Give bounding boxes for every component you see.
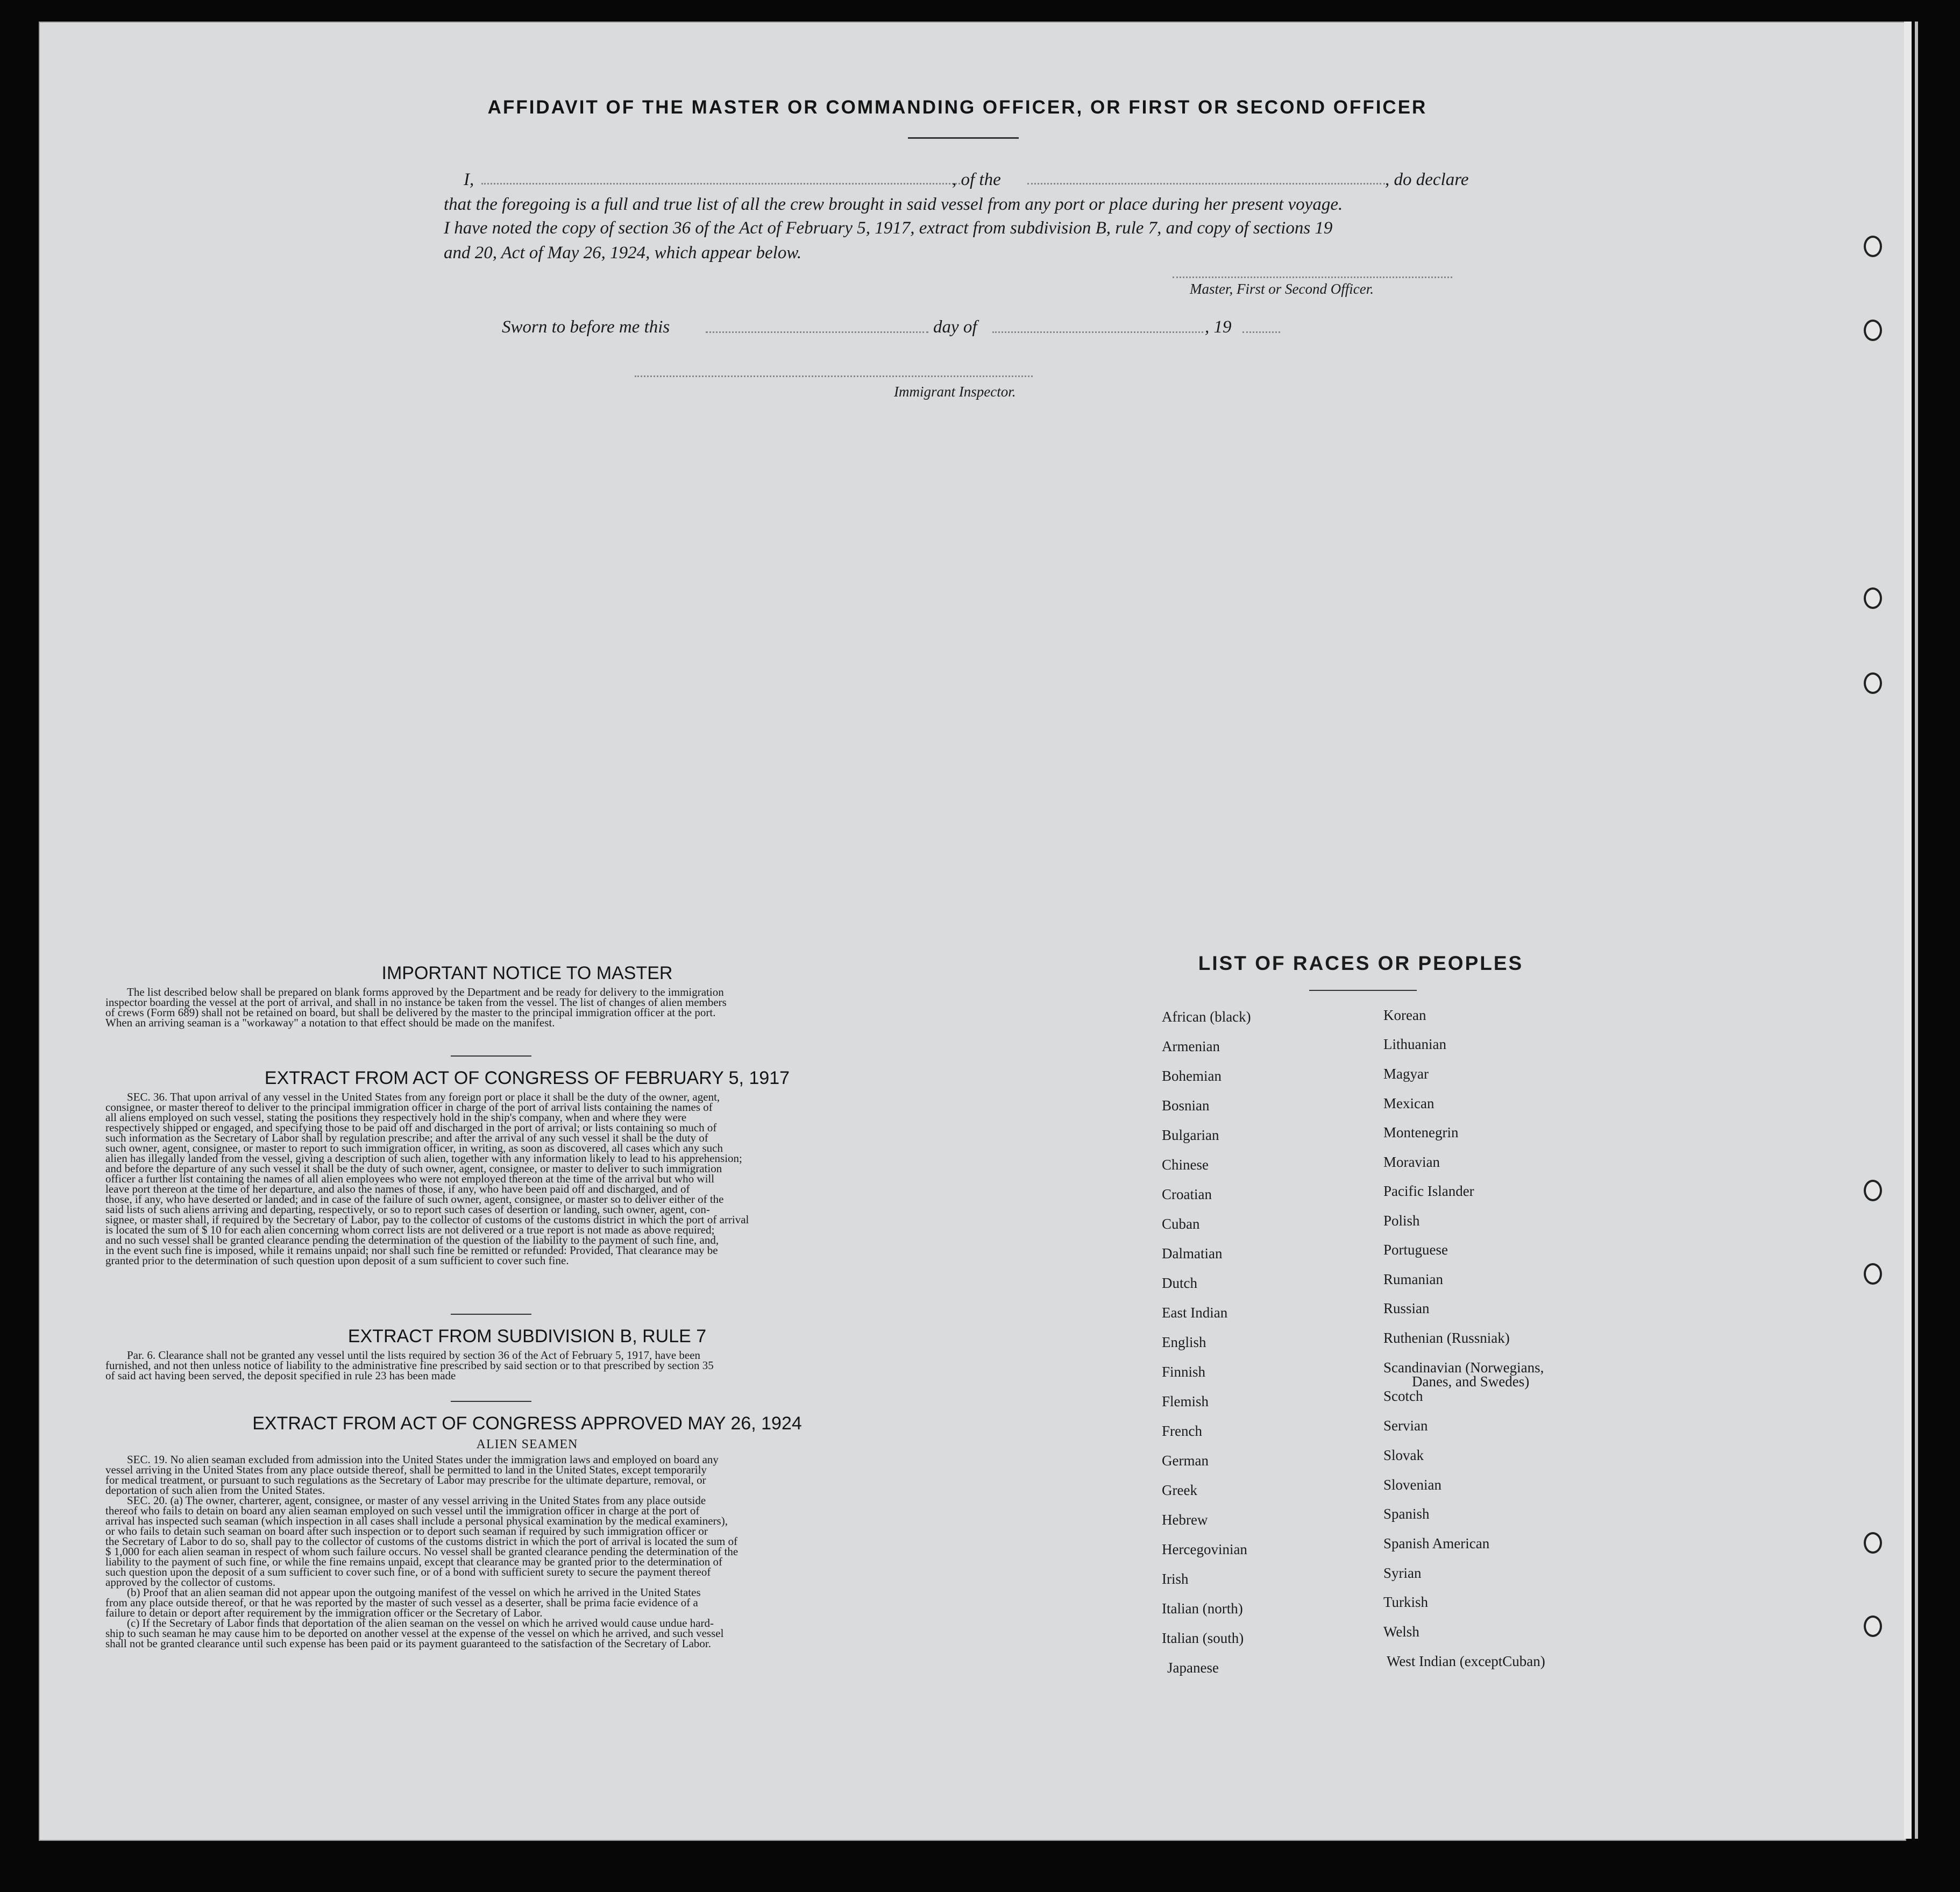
inspector-signature-label: Immigrant Inspector. — [894, 384, 1016, 400]
race-item: French — [1162, 1423, 1202, 1439]
race-item: Lithuanian — [1383, 1036, 1446, 1052]
binder-hole — [1864, 672, 1882, 694]
extract-1917-heading: EXTRACT FROM ACT OF CONGRESS OF FEBRUARY 5, 1917 — [264, 1068, 790, 1088]
race-item: Slovenian — [1383, 1477, 1441, 1493]
binder-hole — [1864, 320, 1882, 341]
rule-7-line: of said act having been served, the deposit specified in rule 23 has been made — [105, 1369, 456, 1382]
binder-hole — [1864, 1615, 1882, 1637]
section-19-20-line: the Secretary of Labor to do so, shall pay to the collector of customs of the customs district in which the port of arrival is located the sum of — [105, 1535, 738, 1548]
section-36-line: in the event such fine is imposed, while it remains unpaid; nor shall such fine be remitted or refunded: Provided, That clearance may be — [105, 1244, 718, 1257]
section-36-line: all aliens employed on such vessel, stating the positions they respectively hold in the ship's company, when and where they were — [105, 1111, 687, 1124]
rule-7-line: Par. 6. Clearance shall not be granted any vessel until the lists required by section 36 of the Act of February 5, 1917, have been — [127, 1349, 701, 1362]
sworn-year-field[interactable] — [1242, 331, 1280, 333]
section-19-20-line: vessel arriving in the United States from any place outside thereof, shall be permitted to land in the United States, except temporarily — [105, 1463, 707, 1476]
race-item: Irish — [1162, 1571, 1189, 1587]
section-19-20-line: shall not be granted clearance until such expense has been paid or its payment guaranteed to the satisfaction of the Secretary of Labor. — [105, 1637, 712, 1650]
race-item: Spanish American — [1383, 1535, 1490, 1551]
section-36-line: and no such vessel shall be granted clearance pending the determination of the question of the liability to the payment of such fine, and, — [105, 1234, 719, 1246]
race-item: Cuban — [1162, 1216, 1200, 1232]
section-36-line: those, if any, who have deserted or landed; and in case of the failure of such owner, agent, consignee, or master so to deliver either of the — [105, 1193, 724, 1206]
race-item: Russian — [1383, 1300, 1430, 1316]
race-item: Syrian — [1383, 1565, 1422, 1581]
race-item: Magyar — [1383, 1066, 1429, 1082]
notice-text — [105, 987, 901, 1028]
race-item: Welsh — [1383, 1624, 1419, 1640]
race-item: Portuguese — [1383, 1242, 1448, 1258]
affidavit-title: AFFIDAVIT OF THE MASTER OR COMMANDING OFFICER, OR FIRST OR SECOND OFFICER — [487, 97, 1428, 118]
race-item: Finnish — [1162, 1364, 1206, 1380]
section-19-20-line: SEC. 19. No alien seaman excluded from admission into the United States under the immigration laws and employed on board any — [127, 1453, 719, 1466]
race-item: Moravian — [1383, 1154, 1440, 1170]
subdivision-text — [105, 1350, 901, 1381]
race-item: Bulgarian — [1162, 1127, 1219, 1143]
section-36-line: consignee, or master thereof to deliver to the principal immigration officer in charge of the port of arrival lists containing the names of — [105, 1101, 713, 1114]
race-item: English — [1162, 1334, 1206, 1350]
race-item: Chinese — [1162, 1157, 1209, 1173]
sworn-label: Sworn to before me this — [502, 317, 670, 337]
race-item: Armenian — [1162, 1038, 1220, 1054]
race-item: Italian (south) — [1162, 1630, 1244, 1646]
notice-heading: IMPORTANT NOTICE TO MASTER — [381, 963, 673, 983]
race-item: Mexican — [1383, 1095, 1435, 1111]
binder-hole — [1864, 587, 1882, 609]
race-item: East Indian — [1162, 1305, 1228, 1321]
extract-1924-heading: EXTRACT FROM ACT OF CONGRESS APPROVED MAY 26, 1924 — [252, 1413, 802, 1434]
year-label: , 19 — [1205, 317, 1232, 337]
race-item: Slovak — [1383, 1447, 1424, 1463]
race-item: African (black) — [1162, 1009, 1251, 1025]
section-19-20-line: such question upon the deposit of a sum sufficient to cover such fine, or of a bond with sufficient surety to secure the payment thereof — [105, 1565, 711, 1578]
race-item: Dalmatian — [1162, 1245, 1223, 1262]
section-19-20-line: failure to detain or deport after requirement by the immigration officer or the Secretary of Labor. — [105, 1606, 543, 1619]
race-item: Korean — [1383, 1007, 1426, 1023]
section-36-line: alien has illegally landed from the vessel, giving a description of such alien, together with any information likely to lead to his apprehension; — [105, 1152, 742, 1165]
race-item: Ruthenian (Russniak) — [1383, 1330, 1510, 1346]
race-item: Dutch — [1162, 1275, 1197, 1291]
race-item: Bohemian — [1162, 1068, 1222, 1084]
section-19-20-line: for medical treatment, or pursuant to such regulations as the Secretary of Labor may prescribe for the ultimate departure, removal, or — [105, 1473, 706, 1486]
notice-line: inspector boarding the vessel at the port of arrival, and shall in no instance be taken from the vessel. The list of changes of alien members — [105, 996, 727, 1009]
race-item: Montenegrin — [1383, 1124, 1459, 1140]
section-19-20-line: liability to the payment of such fine, or while the fine remains unpaid, except that clearance may be granted prior to the determination of — [105, 1555, 723, 1568]
section-19-20-line: SEC. 20. (a) The owner, charterer, agent, consignee, or master of any vessel arriving in the United States from any place outside — [127, 1494, 706, 1507]
section-19-20-line: ship to such seaman he may cause him to be deported on another vessel at the expense of the vessel on which he arrived, and such vessel — [105, 1627, 724, 1640]
title-rule — [908, 137, 1019, 139]
section-36-line: said lists of such aliens arriving and departing, respectively, or so to report such cases of desertion or landing, such owner, agent, con- — [105, 1203, 710, 1216]
declarant-name-field[interactable] — [481, 183, 960, 185]
race-item: Polish — [1383, 1213, 1420, 1229]
race-item: Croatian — [1162, 1186, 1212, 1202]
race-item: Servian — [1383, 1418, 1428, 1434]
section-36-line: signee, or master shall, if required by the Secretary of Labor, pay to the collector of customs of the customs district in which the port of arrival — [105, 1213, 749, 1226]
section-rule — [451, 1401, 531, 1402]
declare-label: , do declare — [1385, 170, 1469, 189]
page-edge — [1904, 22, 1912, 1839]
race-item: Hebrew — [1162, 1512, 1208, 1528]
extract-1917-text — [105, 1092, 901, 1266]
sworn-day-field[interactable] — [706, 331, 928, 333]
section-36-line: and before the departure of any such vessel it shall be the duty of such owner, agent, consignee, or master to deliver to such immigration — [105, 1162, 722, 1175]
race-item: Spanish — [1383, 1506, 1430, 1522]
subdivision-heading: EXTRACT FROM SUBDIVISION B, RULE 7 — [347, 1326, 707, 1347]
section-36-line: leave port thereon at the time of her departure, and also the names of those, if any, who have been paid off and discharged, and of — [105, 1182, 690, 1195]
race-item: Italian (north) — [1162, 1600, 1243, 1617]
race-item: Pacific Islander — [1383, 1183, 1474, 1199]
race-item: Turkish — [1383, 1594, 1429, 1610]
race-item: West Indian (exceptCuban) — [1387, 1653, 1545, 1669]
race-item: Danes, and Swedes) — [1412, 1373, 1530, 1390]
race-item: Hercegovinian — [1162, 1541, 1247, 1557]
section-36-line: is located the sum of $ 10 for each alien concerning whom correct lists are not delivered or a true report is not made as above required; — [105, 1223, 715, 1236]
day-of-label: day of — [933, 317, 977, 337]
section-19-20-line: (b) Proof that an alien seaman did not appear upon the outgoing manifest of the vessel on which he arrived in the United States — [127, 1586, 701, 1599]
binder-hole — [1864, 236, 1882, 257]
section-36-line: granted prior to the determination of such question upon deposit of a sum sufficient to cover such fine. — [105, 1254, 569, 1267]
inspector-signature-field[interactable] — [635, 375, 1033, 377]
notice-line: When an arriving seaman is a "workaway" a notation to that effect should be made on the manifest. — [105, 1016, 555, 1029]
master-signature-field[interactable] — [1173, 277, 1452, 278]
page-edge-2 — [1915, 22, 1918, 1839]
rule-7-line: furnished, and not then unless notice of liability to the administrative fine prescribed by said section or to that prescribed by section 35 — [105, 1359, 714, 1372]
race-item: Scandinavian (Norwegians, — [1383, 1359, 1544, 1376]
affidavit-line-3: and 20, Act of May 26, 1924, which appear below. — [444, 243, 802, 263]
declarant-label: I, — [464, 170, 474, 189]
section-36-line: SEC. 36. That upon arrival of any vessel in the United States from any foreign port or place it shall be the duty of the owner, agent, — [127, 1090, 720, 1103]
section-19-20-line: arrival has inspected such seaman (which inspection in all cases shall include a personal physical examination by the medical examiners), — [105, 1514, 728, 1527]
section-19-20-line: $ 1,000 for each alien seaman in respect of whom such failure occurs. No vessel shall be granted clearance pending the determination of the — [105, 1545, 738, 1558]
alien-seamen-subheading: ALIEN SEAMEN — [476, 1437, 578, 1451]
binder-hole — [1864, 1263, 1882, 1285]
section-36-line: respectively shipped or engaged, and specifying those to be paid off and discharged in the port of arrival; or lists containing so much of — [105, 1121, 717, 1134]
section-19-20-line: thereof who fails to detain on board any alien seaman employed on such vessel until the immigration officer in charge at the port of — [105, 1504, 700, 1517]
races-rule — [1309, 990, 1417, 991]
binder-hole — [1864, 1532, 1882, 1554]
vessel-label: , of the — [952, 170, 1001, 189]
race-item: Rumanian — [1383, 1271, 1443, 1287]
section-36-line: such owner, agent, consignee, or master to report to such immigration officer, in writing, as soon as discovered, all cases which any such — [105, 1142, 723, 1154]
section-19-20-line: deportation of such alien from the United States. — [105, 1484, 325, 1497]
vessel-name-field[interactable] — [1027, 183, 1385, 185]
section-19-20-line: (c) If the Secretary of Labor finds that deportation of the alien seaman on the vessel on which he arrived would cause undue hard- — [127, 1617, 714, 1629]
section-36-line: such information as the Secretary of Labor shall by regulation prescribe; and after the arrival of any such vessel it shall be the duty of — [105, 1131, 708, 1144]
race-item: Japanese — [1167, 1660, 1219, 1676]
notice-line: The list described below shall be prepared on blank forms approved by the Department and be ready for delivery to the immigration — [127, 986, 724, 998]
section-36-line: officer a further list containing the names of all alien employees who were not employed thereon at the time of the arrival but who will — [105, 1172, 715, 1185]
race-item: Bosnian — [1162, 1097, 1210, 1114]
race-item: Scotch — [1383, 1388, 1423, 1404]
section-19-20-line: approved by the collector of customs. — [105, 1576, 276, 1589]
race-item: Greek — [1162, 1482, 1197, 1498]
extract-1924-text — [105, 1455, 907, 1649]
section-rule — [451, 1055, 531, 1057]
binder-hole — [1864, 1180, 1882, 1201]
notice-line: of crews (Form 689) shall not be retained on board, but shall be delivered by the master to the principal immigration officer at the port. — [105, 1006, 716, 1019]
section-rule — [451, 1314, 531, 1315]
race-item: Flemish — [1162, 1393, 1209, 1409]
section-19-20-line: or who fails to detain such seaman on board after such inspection or to deport such seaman if required by such immigration officer or — [105, 1525, 708, 1537]
affidavit-line-1: that the foregoing is a full and true list of all the crew brought in said vessel from any port or place during her present voyage. — [444, 195, 1343, 214]
race-item: German — [1162, 1452, 1209, 1469]
sworn-month-field[interactable] — [992, 331, 1203, 333]
races-heading: LIST OF RACES OR PEOPLES — [1198, 952, 1524, 974]
affidavit-line-2: I have noted the copy of section 36 of the Act of February 5, 1917, extract from subdivision B, rule 7, and copy of sections 19 — [444, 218, 1333, 238]
section-19-20-line: from any place outside thereof, or that he was reported by the master of such vessel as a deserter, shall be prima facie evidence of a — [105, 1596, 698, 1609]
master-signature-label: Master, First or Second Officer. — [1190, 281, 1374, 297]
